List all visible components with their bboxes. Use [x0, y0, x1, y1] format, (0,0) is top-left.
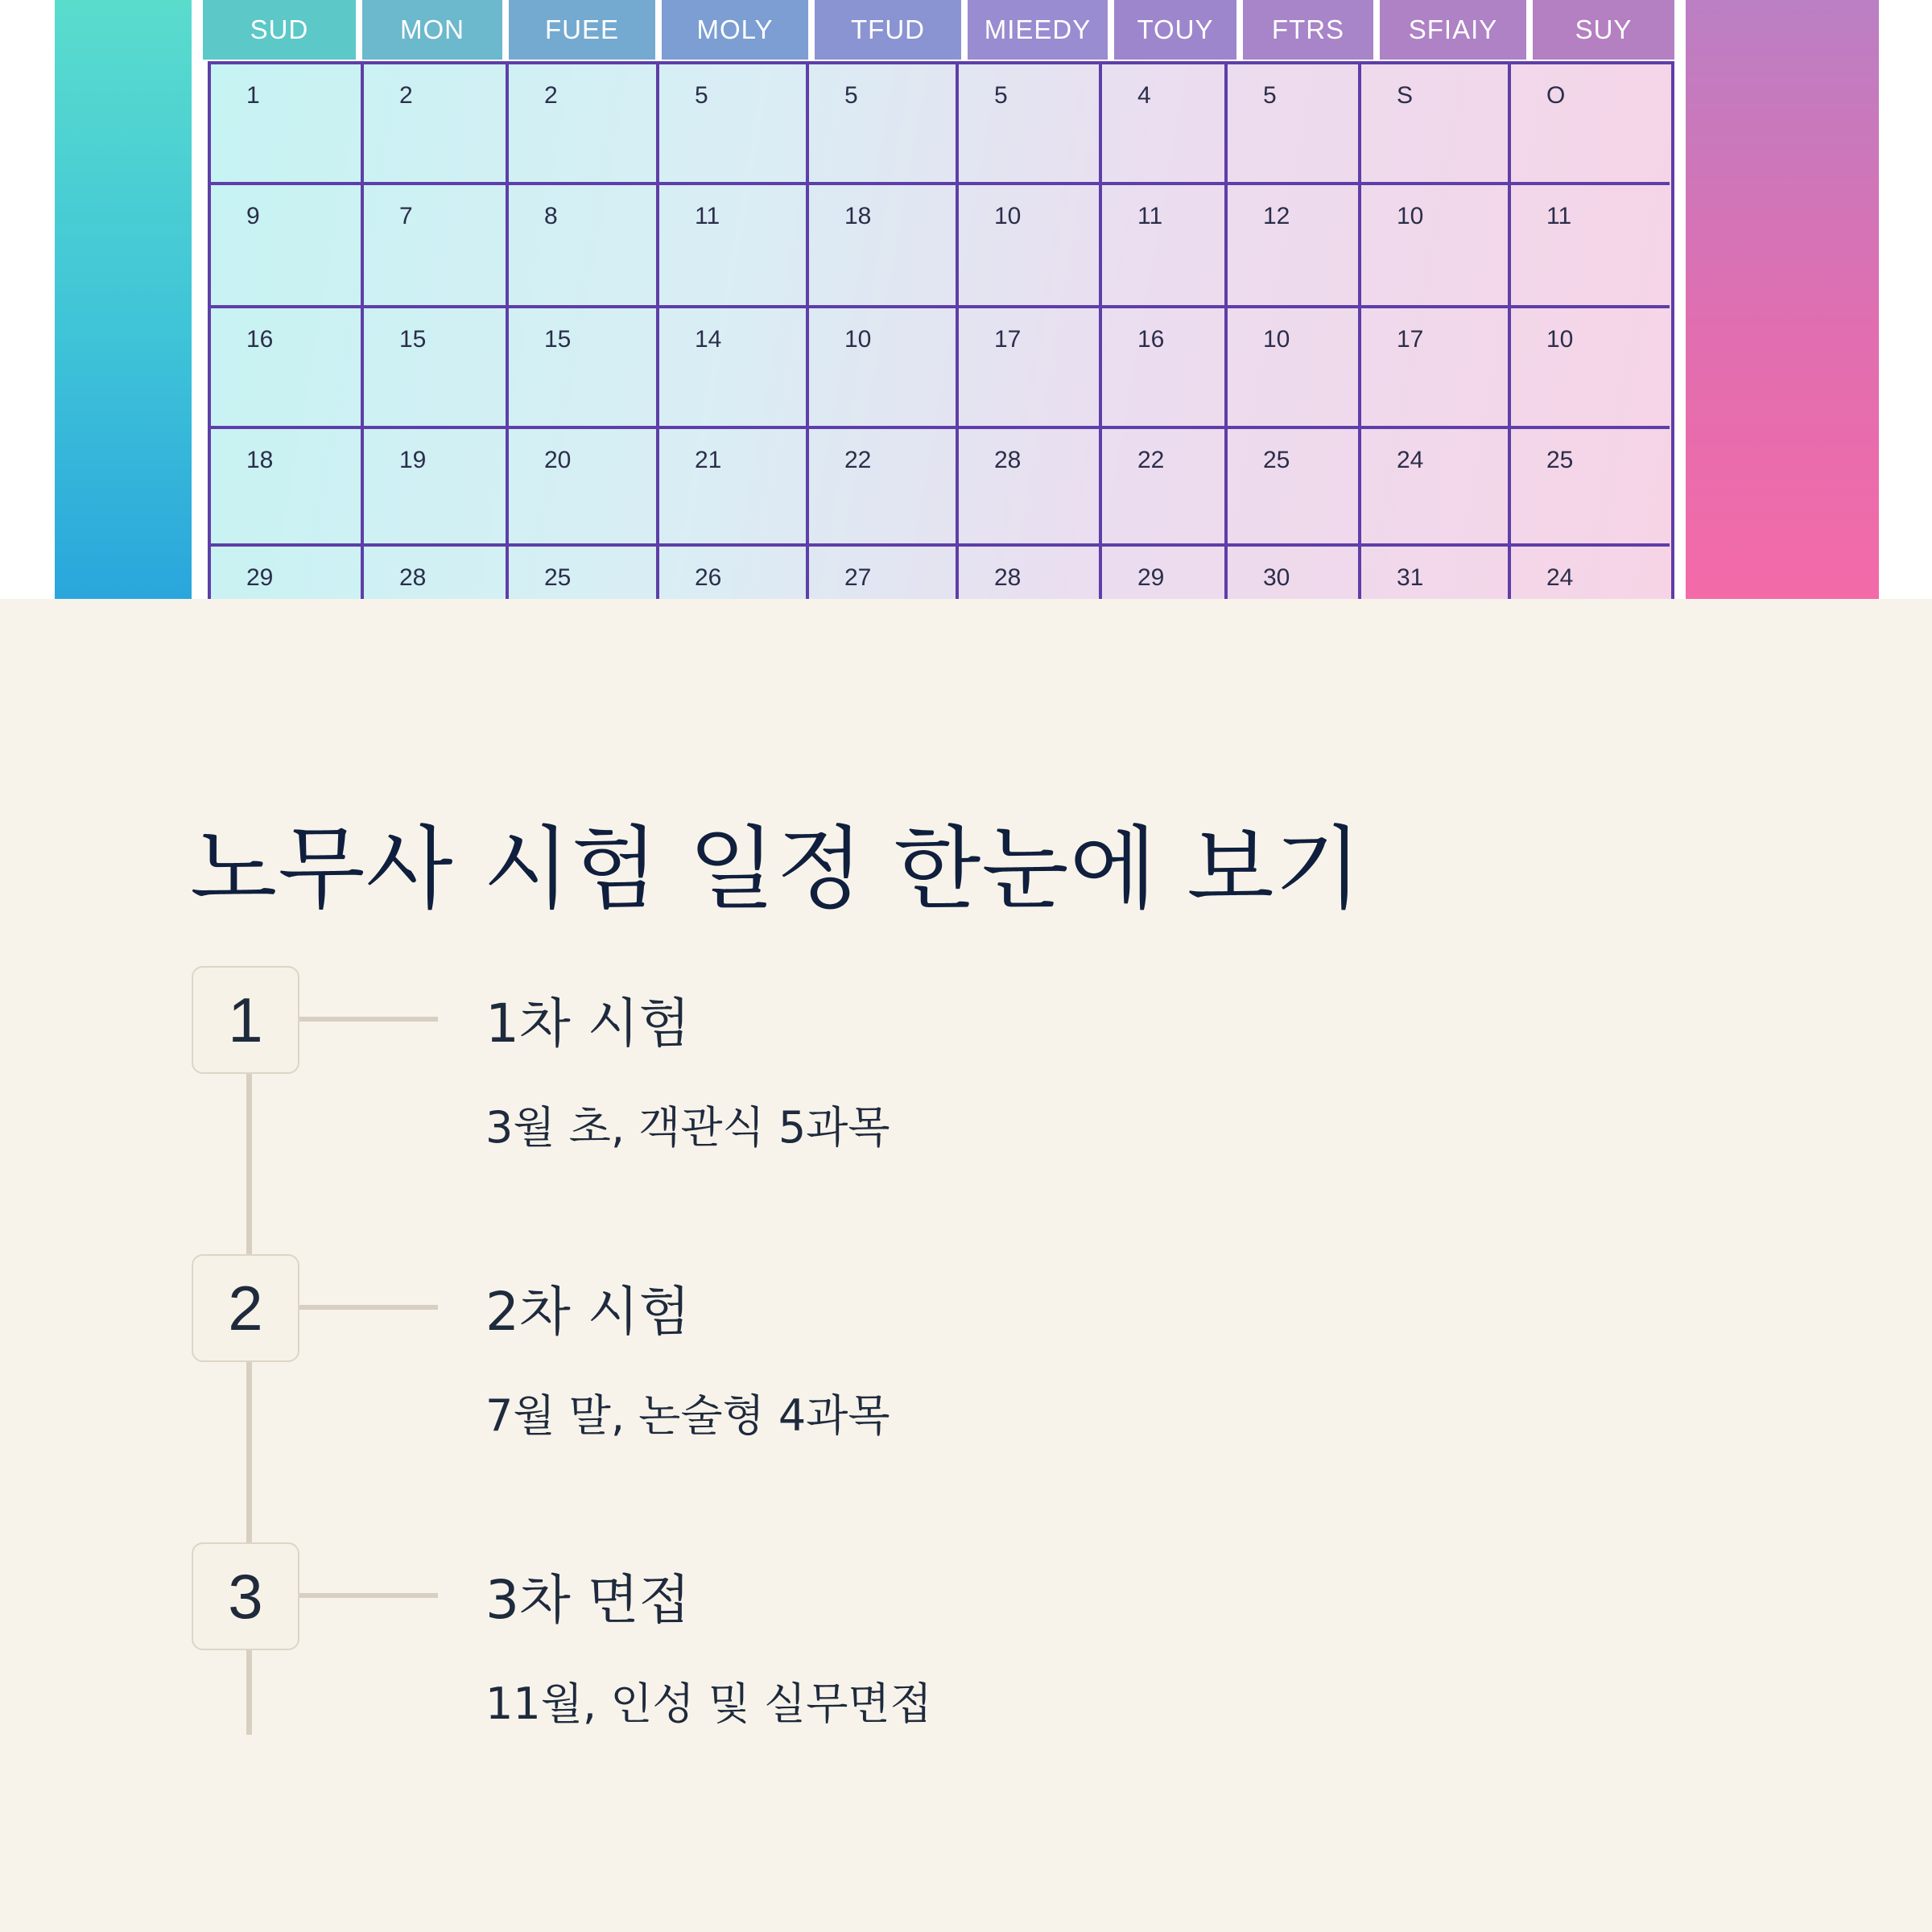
step-connector — [299, 1017, 438, 1022]
day-header: MON — [362, 0, 502, 60]
calendar-cell — [959, 429, 1102, 547]
calendar-cell — [1511, 308, 1670, 429]
calendar-cell — [364, 308, 509, 429]
calendar-cell — [659, 308, 809, 429]
calendar-cell — [364, 185, 509, 308]
calendar-cell — [1361, 308, 1511, 429]
day-header: SUY — [1533, 0, 1674, 60]
date-number: 22 — [844, 447, 872, 473]
day-header: TOUY — [1114, 0, 1236, 60]
step-number-badge: 2 — [192, 1254, 299, 1362]
date-number: 16 — [1137, 326, 1165, 353]
calendar-cell — [211, 547, 364, 599]
calendar-cell — [509, 429, 659, 547]
date-number: 11 — [1546, 203, 1572, 229]
date-number: 15 — [544, 326, 572, 353]
day-header: MIEEDY — [968, 0, 1108, 60]
calendar-cell — [1361, 64, 1511, 185]
date-number: 22 — [1137, 447, 1165, 473]
calendar-cell — [959, 547, 1102, 599]
calendar-cell — [1102, 429, 1228, 547]
date-number: 11 — [695, 203, 720, 229]
calendar-cell — [509, 64, 659, 185]
right-dotted-strip — [1686, 0, 1879, 599]
calendar-cell — [1228, 185, 1361, 308]
calendar-cell — [211, 64, 364, 185]
date-number: 24 — [1397, 447, 1424, 473]
left-dotted-strip — [55, 0, 192, 599]
date-number: 4 — [1137, 82, 1151, 109]
date-number: 31 — [1397, 564, 1424, 591]
date-number: 25 — [1546, 447, 1574, 473]
calendar-cell — [659, 547, 809, 599]
calendar-cell — [809, 429, 959, 547]
date-number: 21 — [695, 447, 722, 473]
date-number: 20 — [544, 447, 572, 473]
calendar-cell — [959, 308, 1102, 429]
date-number: 12 — [1263, 203, 1290, 229]
date-number: 17 — [994, 326, 1022, 353]
date-number: 7 — [399, 203, 413, 229]
calendar-cell — [211, 429, 364, 547]
date-number: S — [1397, 82, 1414, 109]
day-header: TFUD — [815, 0, 961, 60]
calendar-cell — [659, 429, 809, 547]
step-description: 3월 초, 객관식 5과목 — [485, 1102, 890, 1153]
calendar-cell — [809, 64, 959, 185]
step-title: 1차 시험 — [485, 993, 691, 1055]
date-number: 5 — [994, 82, 1008, 109]
calendar-cell — [1102, 308, 1228, 429]
step-number-badge: 3 — [192, 1542, 299, 1650]
calendar-cell — [509, 547, 659, 599]
calendar-cell — [211, 185, 364, 308]
calendar-cell — [1511, 64, 1670, 185]
day-header: SUD — [203, 0, 356, 60]
calendar-cell — [809, 185, 959, 308]
date-number: 2 — [544, 82, 558, 109]
date-number: 25 — [544, 564, 572, 591]
calendar-cell — [1361, 547, 1511, 599]
calendar-cell — [1228, 308, 1361, 429]
calendar-cell — [1102, 547, 1228, 599]
date-number: O — [1546, 82, 1566, 109]
date-number: 18 — [246, 447, 274, 473]
date-number: 5 — [695, 82, 708, 109]
date-number: 5 — [844, 82, 858, 109]
calendar-cell — [1361, 429, 1511, 547]
calendar-cell — [1102, 185, 1228, 308]
date-number: 8 — [544, 203, 558, 229]
date-number: 10 — [844, 326, 872, 353]
calendar — [203, 0, 1674, 599]
date-number: 16 — [246, 326, 274, 353]
date-number: 28 — [994, 447, 1022, 473]
day-header: FTRS — [1243, 0, 1373, 60]
step-title: 2차 시험 — [485, 1281, 691, 1343]
date-number: 30 — [1263, 564, 1290, 591]
calendar-illustration — [0, 0, 1932, 599]
calendar-cell — [364, 64, 509, 185]
date-number: 2 — [399, 82, 413, 109]
calendar-cell — [1228, 429, 1361, 547]
date-number: 25 — [1263, 447, 1290, 473]
date-number: 1 — [246, 82, 260, 109]
step-title: 3차 면접 — [485, 1569, 691, 1631]
calendar-cell — [1228, 64, 1361, 185]
calendar-cell — [659, 64, 809, 185]
day-header: FUEE — [509, 0, 655, 60]
calendar-cell — [1511, 429, 1670, 547]
page-title: 노무사 시험 일정 한눈에 보기 — [190, 817, 1363, 922]
calendar-cell — [1511, 547, 1670, 599]
calendar-cell — [959, 185, 1102, 308]
calendar-cell — [211, 308, 364, 429]
calendar-cell — [959, 64, 1102, 185]
date-number: 9 — [246, 203, 260, 229]
step-connector — [299, 1305, 438, 1310]
calendar-cell — [1361, 185, 1511, 308]
calendar-cell — [809, 547, 959, 599]
step-connector — [299, 1593, 438, 1598]
calendar-cell — [659, 185, 809, 308]
day-header: SFIAIY — [1380, 0, 1526, 60]
calendar-cell — [509, 185, 659, 308]
date-number: 10 — [1263, 326, 1290, 353]
date-number: 11 — [1137, 203, 1163, 229]
date-number: 5 — [1263, 82, 1277, 109]
step-number-badge: 1 — [192, 966, 299, 1074]
calendar-cell — [1102, 64, 1228, 185]
day-header: MOLY — [662, 0, 808, 60]
date-number: 15 — [399, 326, 427, 353]
calendar-cell — [1228, 547, 1361, 599]
calendar-header-row — [203, 0, 1674, 60]
date-number: 18 — [844, 203, 872, 229]
calendar-cell — [809, 308, 959, 429]
calendar-cell — [509, 308, 659, 429]
date-number: 28 — [399, 564, 427, 591]
date-number: 19 — [399, 447, 427, 473]
date-number: 27 — [844, 564, 872, 591]
date-number: 10 — [1546, 326, 1574, 353]
date-number: 10 — [1397, 203, 1424, 229]
date-number: 29 — [1137, 564, 1165, 591]
calendar-cell — [364, 429, 509, 547]
date-number: 29 — [246, 564, 274, 591]
step-description: 7월 말, 논술형 4과목 — [485, 1390, 890, 1441]
calendar-cell — [1511, 185, 1670, 308]
date-number: 28 — [994, 564, 1022, 591]
calendar-cell — [364, 547, 509, 599]
date-number: 24 — [1546, 564, 1574, 591]
date-number: 10 — [994, 203, 1022, 229]
calendar-grid — [208, 61, 1674, 599]
date-number: 14 — [695, 326, 722, 353]
date-number: 17 — [1397, 326, 1424, 353]
date-number: 26 — [695, 564, 722, 591]
step-description: 11월, 인성 및 실무면접 — [485, 1678, 932, 1729]
